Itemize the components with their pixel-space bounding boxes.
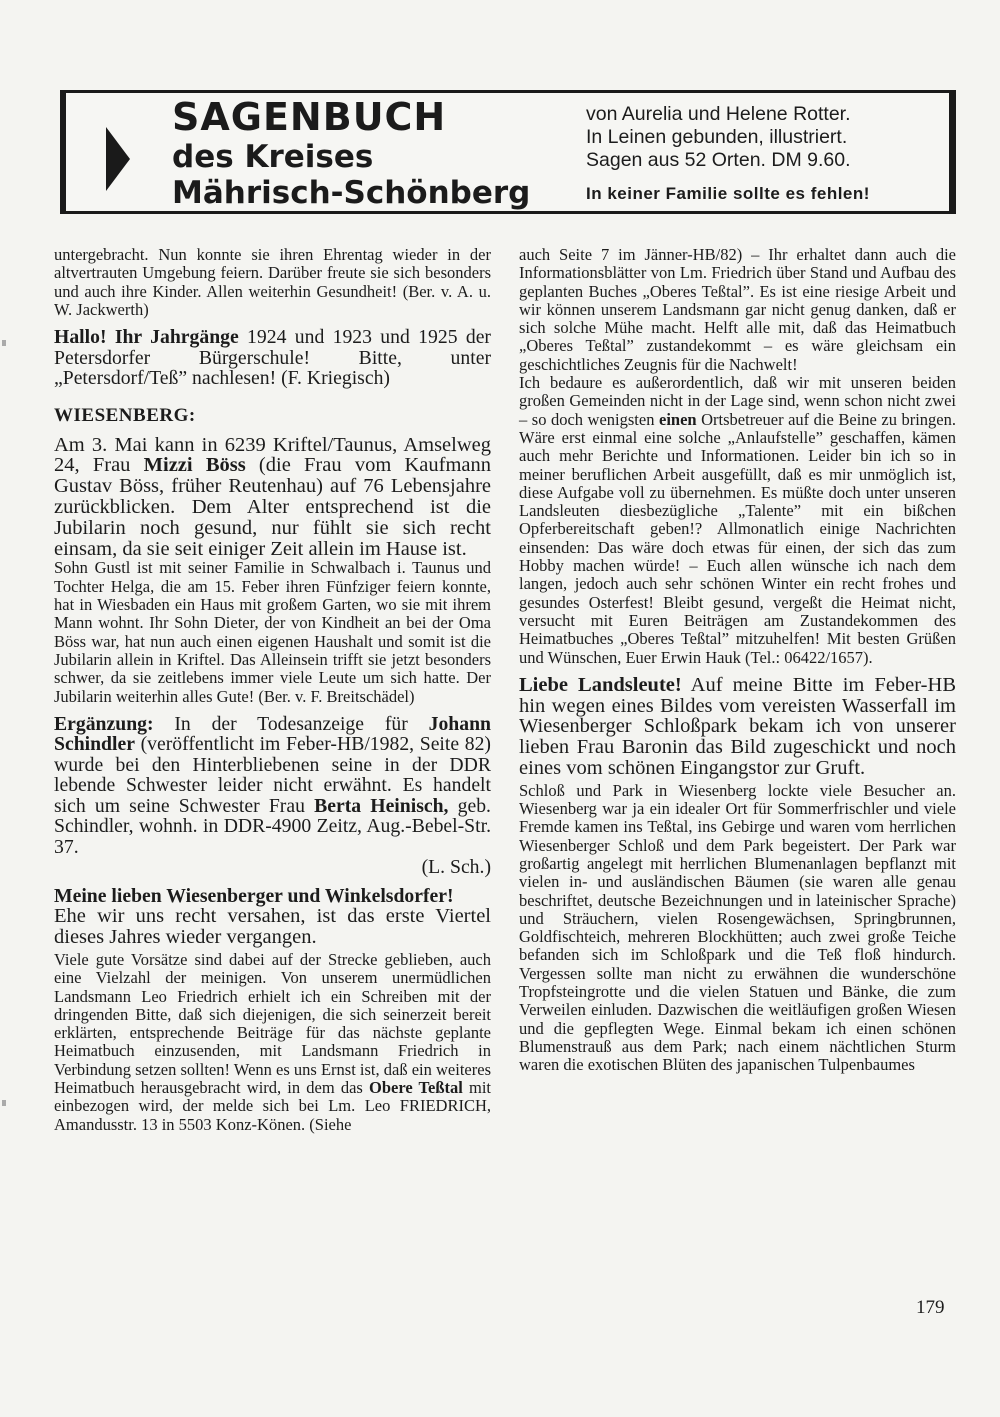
scan-mark: [2, 340, 6, 346]
arrow-icon: [106, 127, 130, 191]
wiesenberg-small-paragraph: Sohn Gustl ist mit seiner Familie in Schwalbach i. Taunus und Tochter Helga, die am 15. Feber ihren Fünfziger feiern konnte, hat in Wiesbaden ein Haus mit großem Garten, wo sie mit ihrem Mann wohnt. Ihr Sohn Dieter, der von Kindheit an bei der Oma Böss war, hat nun auch einen eigenen Haushalt und somit ist die Jubilarin allein in Kriftel. Das Alleinsein trifft sie jetzt besonders schwer, da sie zeitlebens immer viele Leute um sich hatte. Der Jubilarin weiterhin alles Gute! (Ber. v. F. Breitschädel): [54, 558, 491, 706]
ad-tagline: In keiner Familie sollte es fehlen!: [586, 184, 870, 203]
erg-signature-row: [54, 857, 491, 878]
erg-text-a: In der Todesanzeige für: [153, 712, 429, 735]
erg-text-c: geb. Schindler, wohnh. in DDR-4900 Zeitz, Aug.-Bebel-Str. 37.: [54, 794, 491, 858]
page-number: 179: [916, 1297, 945, 1318]
ad-title: [172, 95, 592, 211]
book-advertisement: [60, 90, 956, 214]
hallo-text: 1924 und 1923 und 1925 der Petersdorfer Bürgerschule! Bitte, unter „Petersdorf/Teß” nachlesen!: [54, 326, 491, 390]
p2-bold: einen: [659, 409, 697, 429]
scan-mark: [2, 1100, 6, 1106]
ergaenzung-paragraph: [54, 714, 491, 858]
erg-name-1: Johann Schindler: [54, 712, 491, 756]
meine-paragraph: [54, 951, 491, 1134]
ad-title-line-2: des Kreises: [172, 139, 374, 175]
meine-text-a: Viele gute Vorsätze sind dabei auf der Strecke geblieben, auch eine Vielzahl der meinigen. Von unserem unermüdlichen Landsmann Leo Friedrich erhielt ich ein Schreiben mit der dringenden Bitte, daß sich diejenigen, die sich seinerzeit bereit erklärten, entsprechende Beiträge für das nächste geplante Heimatbuch einzusenden, mit Landsmann Friedrich in Verbindung setzen sollten! Wenn es uns Ernst ist, daß ein weiteres Heimatbuch herausgebracht wird, in dem das: [54, 949, 491, 1098]
right-column: [519, 246, 956, 1075]
schloss-paragraph: Schloß und Park in Wiesenberg lockte viele Besucher an. Wiesenberg war ja ein idealer Ort für Sommerfrischler und viele Fremde kamen ins Teßtal, ins Gebirge und waren vom herrlichen Wiesenberger Schloß und dem Park begeistert. Der Park war großartig angelegt mit herrlichen Blumenanlagen bepflanzt mit vielen in- und ausländischen Bäumen (sie waren alle genau beschriftet, deutsche Bezeichnungen und in lateinischer Sprache) und Sträuchern, vielen Rosengewächsen, Springbrunnen, Goldfischteich, mehreren Blockhütten; auch zwei große Teiche befanden sich im Schloßpark und die Teß floß hindurch. Vergessen sollte man nicht zu erwähnen die wunderschöne Tropfsteingrotte und die vielen Statuen und Bänke, die zum Verweilen einluden. Dazwischen die weitläufigen großen Wiesen und die gepflegten Wege. Einmal bekam ich einen schönen Blumenstrauß aus dem Park; nach einem nächtlichen Sturm waren die exotischen Blüten des japanischen Tulpenbaumes: [519, 780, 956, 1075]
meine-intro: Ehe wir uns recht versahen, ist das erste Viertel dieses Jahres wieder vergangen.: [54, 905, 491, 949]
ad-title-sagenbuch: SAGENBUCH: [172, 95, 447, 139]
ad-price: Sagen aus 52 Orten. DM 9.60.: [586, 149, 851, 171]
erg-signature: (L. Sch.): [421, 856, 491, 879]
ad-details: [586, 103, 946, 204]
ergaenzung-label: Ergänzung:: [54, 712, 154, 735]
meine-bold: Obere Teßtal: [368, 1078, 463, 1098]
p2-text-b: Ortsbetreuer auf die Beine zu bringen. Wäre erst einmal eine solche „Anlaufstelle” geschaffen, kämen auch mehr Berichte und Informationen. Leider bin ich so in meiner beruflichen Arbeit ausgefüllt, daß es mir unmöglich ist, diese Aufgabe voll zu übernehmen. Es müßte doch unter unseren Landsleuten diesbezügliche „Talente” mit ein bißchen Opferbereitschaft geben!? Allmonatlich einige Nachrichten einsenden: Das wäre doch etwas für einen, der sich das zum Hobby machen würde! – Euch allen wünsche ich nach dem langen, jedoch auch sehr schönen Winter ein recht frohes und gesundes Osterfest! Bleibt gesund, vergeßt die Heimat nicht, versucht mit Euren Beiträgen am Zustandekommen des Heimatbuches „Oberes Teßtal” mitzuhelfen! Mit besten Grüßen und Wünschen, Euer Erwin Hauk (Tel.: 06422/1657).: [519, 409, 956, 667]
hallo-paragraph: [54, 327, 491, 389]
ad-title-line-3: Mährisch-Schönberg: [172, 175, 531, 211]
hallo-signature: (F. Kriegisch): [281, 367, 390, 390]
liebe-paragraph: [519, 675, 956, 779]
ad-binding: In Leinen gebunden, illustriert.: [586, 126, 848, 148]
left-column: [54, 246, 491, 1134]
wb-text-b: (die Frau vom Kaufmann Gustav Böss, früher Reutenhau) auf 76 Lebensjahre zurückblicken. Dem Alter entsprechend ist die Jubilarin noch gesund, nur fühlt sie sich recht einsam, da sie seit einiger Zeit allein im Hause ist.: [54, 454, 492, 560]
wb-name: Mizzi Böss: [143, 454, 246, 477]
wb-text-a: Am 3. Mai kann in 6239 Kriftel/Taunus, Amselweg 24, Frau: [54, 433, 491, 477]
p2-text-a: Ich bedaure es außerordentlich, daß wir mit unseren beiden großen Gemeinden nicht in der Lage sind, wenn schon nicht zwei – so doch wenigsten: [519, 373, 956, 429]
meine-heading: Meine lieben Wiesenberger und Winkelsdorfer!: [54, 884, 454, 907]
liebe-text: Auf meine Bitte im Feber-HB hin wegen eines Bildes vom vereisten Wasserfall im Wiesenberger Schloßpark bekam ich von unserer lieben Frau Baronin das Bild zugeschickt und noch eines vom schönen Eingangstor zur Gruft.: [519, 673, 956, 780]
erg-name-2: Berta Heinisch,: [314, 794, 449, 817]
meine-text-b: mit einbezogen wird, der melde sich bei Lm. Leo FRIEDRICH, Amandusstr. 13 in 5503 Konz-Könen. (Siehe: [54, 1078, 491, 1134]
wiesenberg-paragraph: [54, 435, 491, 560]
section-heading-wiesenberg: WIESENBERG:: [54, 404, 196, 426]
erg-text-b: (veröffentlicht im Feber-HB/1982, Seite 82) wurde bei den Hinterbliebenen seine in der DDR lebende Schwester leider nicht erwähnt. Es handelt sich um seine Schwester Frau: [54, 733, 491, 817]
continuation-paragraph: auch Seite 7 im Jänner-HB/82) – Ihr erhaltet dann auch die Informationsblätter von Lm. Friedrich über Stand und Aufbau des geplanten Buches „Oberes Teßtal”. Es ist eine riesige Arbeit und wir können unserem Landsmann gar nicht genug danken, daß er sich solche Mühe macht. Helft alle mit, daß das Heimatbuch „Oberes Teßtal” zustandekommt – es wäre gleichsam ein geschichtliches Zeugnis für die Nachwelt!: [519, 245, 956, 374]
hallo-bold: Hallo! Ihr Jahrgänge: [54, 326, 239, 349]
intro-paragraph: untergebracht. Nun konnte sie ihren Ehrentag wieder in der altvertrauten Umgebung feiern. Darüber freute sie sich besonders und auch ihre Kinder. Allen weiterhin Gesundheit! (Ber. v. A. u. W. Jackwerth): [54, 245, 491, 319]
bedaure-paragraph: [519, 374, 956, 667]
liebe-bold: Liebe Landsleute!: [519, 673, 682, 696]
ad-authors: von Aurelia und Helene Rotter.: [586, 103, 851, 125]
